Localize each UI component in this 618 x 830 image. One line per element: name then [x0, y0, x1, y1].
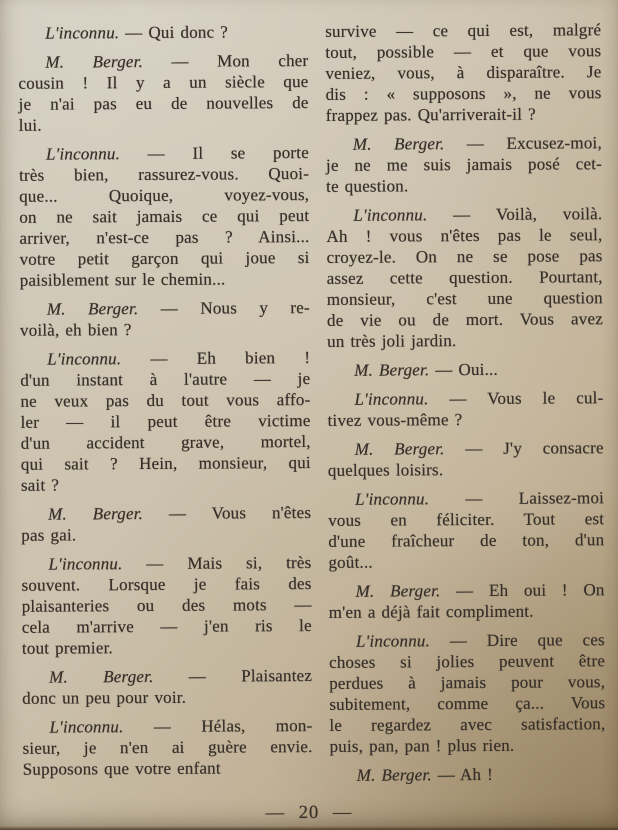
- right-column: [325, 19, 606, 794]
- dialogue-line: votre petit garçon qui joue si: [19, 248, 310, 269]
- dialogue-paragraph: [19, 142, 310, 291]
- speaker-name: L'inconnu.: [355, 631, 431, 651]
- dialogue-line: d'un instant à l'autre — je: [20, 368, 311, 390]
- dialogue-line: L'inconnu. — Qui donc ?: [45, 22, 229, 43]
- dialogue-line: ler — il peut être victime: [20, 410, 311, 432]
- dialogue-line: souvent. Lorsque je fais des: [21, 573, 312, 595]
- dialogue-line: L'inconnu. — Voilà, voilà.: [353, 204, 603, 225]
- dialogue-line: subitement, comme ça... Vous: [329, 693, 606, 714]
- dialogue-line: assez cette question. Pourtant,: [326, 267, 603, 288]
- dialogue-line: goût...: [328, 552, 373, 572]
- dialogue-line: lui.: [18, 115, 42, 135]
- speaker-name: M. Berger.: [48, 504, 144, 524]
- dialogue-line: ne veux pas du tout vous affo-: [20, 389, 311, 411]
- speaker-name: L'inconnu.: [45, 144, 121, 164]
- speaker-name: M. Berger.: [354, 439, 445, 459]
- dialogue-line: voilà, eh bien ?: [19, 320, 132, 340]
- dialogue-line: le regardez avec satisfaction,: [329, 714, 606, 735]
- dialogue-line: je n'ai pas eu de nouvelles de: [18, 93, 309, 114]
- speaker-name: M. Berger.: [46, 299, 139, 319]
- speaker-name: L'inconnu.: [47, 349, 122, 369]
- dialogue-line: perdues à jamais pour vous,: [329, 672, 606, 693]
- dialogue-paragraph: [325, 19, 602, 126]
- dialogue-line: M. Berger. — J'y consacre: [354, 438, 604, 459]
- dialogue-line: sait ?: [20, 475, 60, 495]
- dialogue-line: L'inconnu. — Hélas, mon-: [49, 715, 313, 737]
- dialogue-line: sieur, je n'en ai guère envie.: [22, 736, 313, 758]
- speaker-name: M. Berger.: [49, 666, 154, 687]
- dialogue-line: L'inconnu. — Mais si, très: [48, 552, 312, 574]
- dialogue-line: L'inconnu. — Eh bien !: [47, 347, 311, 369]
- dialogue-line: donc un peu pour voir.: [22, 687, 187, 708]
- dialogue-line: tout premier.: [21, 638, 113, 658]
- dialogue-line: paisiblement sur le chemin...: [19, 269, 226, 290]
- dialogue-line: survive — ce qui est, malgré: [325, 20, 602, 41]
- speaker-name: L'inconnu.: [353, 205, 428, 225]
- dialogue-paragraph: [326, 203, 603, 352]
- dialogue-paragraph: [329, 579, 605, 623]
- speaker-name: M. Berger.: [354, 360, 430, 380]
- dialogue-line: L'inconnu. — Vous le cul-: [354, 388, 604, 409]
- dialogue-line: M. Berger. — Eh oui ! On: [355, 580, 605, 601]
- dialogue-line: pas gai.: [21, 525, 77, 545]
- dialogue-paragraph: [18, 50, 309, 136]
- speaker-name: L'inconnu.: [354, 389, 429, 409]
- dialogue-line: M. Berger. — Oui...: [354, 359, 498, 380]
- dialogue-paragraph: [329, 629, 606, 757]
- dialogue-paragraph: [20, 347, 311, 496]
- dialogue-paragraph: [330, 763, 606, 786]
- dialogue-line: L'inconnu. — Dire que ces: [355, 630, 605, 651]
- speaker-name: L'inconnu.: [49, 717, 124, 737]
- speaker-name: L'inconnu.: [48, 554, 123, 574]
- dialogue-line: puis, pan, pan ! plus rien.: [329, 735, 515, 756]
- dialogue-paragraph: [327, 358, 603, 381]
- dialogue-line: Ah ! vous n'êtes pas le seul,: [326, 225, 603, 246]
- dialogue-paragraph: [22, 715, 312, 780]
- dialogue-line: Supposons que votre enfant: [22, 758, 221, 779]
- dialogue-line: plaisanteries ou des mots —: [21, 594, 312, 616]
- dialogue-line: d'un accident grave, mortel,: [20, 431, 311, 453]
- dialogue-line: L'inconnu. — Laissez-moi: [354, 488, 605, 509]
- speaker-name: L'inconnu.: [45, 23, 120, 43]
- dialogue-line: te question.: [326, 176, 409, 196]
- dialogue-paragraph: [20, 297, 310, 341]
- dialogue-line: M. Berger. — Excusez-moi,: [352, 133, 602, 154]
- dialogue-line: que... Quoique, voyez-vous,: [19, 185, 310, 206]
- dialogue-paragraph: [327, 387, 603, 431]
- dialogue-line: veniez, vous, à disparaître. Je: [325, 62, 602, 83]
- dialogue-paragraph: [21, 502, 311, 546]
- dialogue-line: très bien, rassurez-vous. Quoi-: [19, 164, 310, 185]
- dialogue-line: cousin ! Il y a un siècle que: [18, 72, 309, 93]
- dialogue-line: on ne sait jamais ce qui peut: [19, 206, 310, 227]
- speaker-name: M. Berger.: [352, 134, 445, 154]
- page-number: — 20 —: [265, 802, 353, 824]
- dialogue-line: M. Berger. — Mon cher: [45, 51, 309, 72]
- dialogue-line: monsieur, c'est une question: [326, 288, 603, 309]
- dialogue-line: quelques loisirs.: [327, 460, 444, 480]
- dialogue-line: m'en a déjà fait compliment.: [328, 601, 534, 622]
- dialogue-line: M. Berger. — Vous n'êtes: [48, 502, 312, 524]
- dialogue-line: d'une fraîcheur de ton, d'un: [328, 530, 605, 551]
- dialogue-line: un très joli jardin.: [327, 331, 457, 351]
- dialogue-line: cela m'arrive — j'en ris le: [21, 615, 312, 637]
- dialogue-paragraph: [22, 665, 312, 709]
- speaker-name: M. Berger.: [356, 765, 432, 785]
- dialogue-line: tivez vous-même ?: [327, 410, 463, 430]
- dialogue-paragraph: [328, 437, 604, 481]
- dialogue-line: dis : « supposons », ne vous: [325, 83, 602, 104]
- speaker-name: M. Berger.: [45, 52, 144, 72]
- dialogue-line: je ne me suis jamais posé cet-: [325, 154, 603, 175]
- speaker-name: L'inconnu.: [354, 489, 430, 509]
- dialogue-paragraph: [18, 21, 308, 44]
- dialogue-paragraph: [328, 487, 605, 573]
- dialogue-line: croyez-le. On ne se pose pas: [326, 246, 603, 267]
- dialogue-line: M. Berger. — Plaisantez: [49, 665, 313, 687]
- dialogue-line: M. Berger. — Nous y re-: [46, 298, 310, 319]
- dialogue-paragraph: [21, 552, 312, 659]
- left-column: [18, 21, 313, 796]
- dialogue-line: vous en féliciter. Tout est: [328, 509, 605, 530]
- dialogue-line: arriver, n'est-ce pas ? Ainsi...: [19, 227, 310, 248]
- dialogue-line: L'inconnu. — Il se porte: [45, 143, 309, 164]
- dialogue-line: M. Berger. — Ah !: [356, 764, 494, 785]
- speaker-name: M. Berger.: [355, 581, 441, 601]
- dialogue-line: choses si jolies peuvent être: [328, 651, 606, 672]
- dialogue-paragraph: [326, 132, 602, 197]
- dialogue-line: qui sait ? Hein, monsieur, qui: [20, 452, 311, 474]
- dialogue-line: frappez pas. Qu'arriverait-il ?: [325, 104, 536, 125]
- dialogue-line: tout, possible — et que vous: [325, 41, 602, 62]
- dialogue-line: de vie ou de mort. Vous avez: [326, 309, 604, 330]
